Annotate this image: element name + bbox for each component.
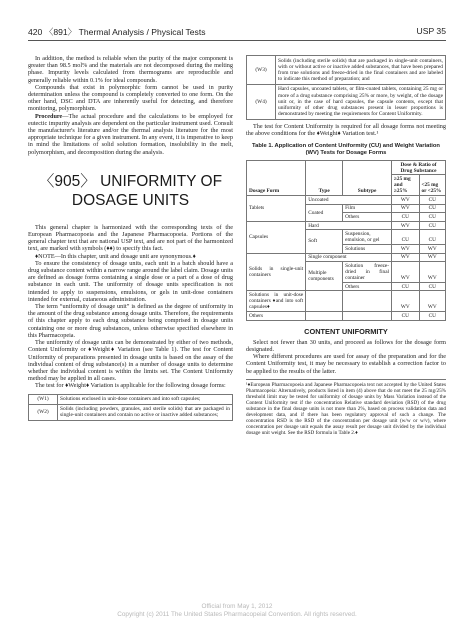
cell-ge25: WV (392, 221, 419, 230)
cell-type: Multiple components (306, 262, 343, 291)
cell-ge25: CU (392, 311, 419, 320)
header-rule (28, 40, 446, 41)
list-item (29, 394, 233, 404)
cell-subtype: Others (343, 282, 392, 291)
cell-form: Others (247, 311, 306, 320)
left-column (28, 55, 233, 421)
list-item (29, 404, 233, 420)
list-item (247, 56, 446, 85)
weight-variation-list-continued (246, 55, 446, 120)
paragraph: The test for ♦Weight♦ Variation is applicable for the following dosage forms: (35, 382, 226, 390)
cell-type: Hard (306, 221, 392, 230)
list-item (247, 84, 446, 119)
procedure-lead: Procedure (35, 112, 63, 120)
cell-form: Solids in single-unit containers (247, 253, 306, 291)
content-uniformity-heading: CONTENT UNIFORMITY (304, 326, 388, 336)
footer-copyright: Copyright (c) 2011 The United States Pharmacopeial Convention. All rights reserved. (117, 611, 357, 618)
cell-subtype: Film (343, 204, 392, 213)
cell-subtype: Others (343, 213, 392, 222)
footnote: ¹♦European Pharmacopoeia and Japanese Pharmacopoeia text not accepted by the United States Pharmacopeia: Alternatively, products listed in item (4) above that do not meet the 25 mg/25% threshold limit may be tested for uniformity of dosage units by Mass Variation instead of the Content Uniformity test if the concentration Relative standard deviation (RSD) of the drug substance in the final dosage units is not more than 2%, based on process validation data and development data, and if there has been regulatory approval of such a change. The concentration RSD is the RSD of the concentration per dosage unit (w/w or w/v), where concentration per dosage unit equals the assay result per dosage unit divided by the individual dosage unit weight. See the RSD formula in Table 2.♦ (246, 379, 446, 436)
paragraph: Compounds that exist in polymorphic form cannot be used in purity determination unless the compound is completely converted to one form. On the other hand, DSC and DTA are inherently useful for detecting, and therefore monitoring, polymorphism. (28, 83, 233, 113)
cell-ge25: CU (392, 282, 419, 291)
header-right: USP 35 (416, 26, 446, 36)
cell-form: Solutions in unit-dose containers ♦and into soft capsules♦ (247, 291, 306, 312)
item-text: Hard capsules, uncoated tablets, or film-coated tablets, containing 25 mg or more of a drug substance comprising 25% or more, by weight, of the dosage unit or, in the case of hard capsules, the capsule contents, except that uniformity of other drug substances present in lesser proportions is demonstrated by meeting the requirements for Content Uniformity. (276, 84, 446, 119)
cell-lt25: WV (419, 253, 446, 262)
page-header (28, 26, 446, 40)
cell-lt25: CU (419, 196, 446, 205)
cell-type: Soft (306, 230, 343, 253)
cell-ge25: WV (392, 262, 419, 283)
col-type: Type (306, 160, 343, 195)
cell-ge25: CU (392, 230, 419, 245)
table-row (247, 311, 446, 320)
paragraph: In addition, the method is reliable when the purity of the major component is greater than 98.5 mol% and the materials are not decomposed during the melting phase. Impurity levels calculated from thermograms are reproducible and generally reliable within 0.1% for ideal compounds. (28, 55, 233, 84)
cell-lt25: CU (419, 282, 446, 291)
cell-subtype: Suspension, emulsion, or gel (343, 230, 392, 245)
table-header-row (247, 160, 446, 175)
application-table (246, 160, 446, 321)
cell-lt25: CU (419, 221, 446, 230)
item-code: (W3) (247, 56, 276, 85)
paragraph: The test for Content Uniformity is required for all dosage forms not meeting the above conditions for the ♦Weight♦ Variation test.¹ (246, 122, 446, 138)
right-column (246, 55, 446, 436)
item-code: (W1) (29, 394, 58, 404)
table-row (247, 221, 446, 230)
table-caption: Table 1. Application of Content Uniformity (CU) and Weight Variation (WV) Tests for Dosage Forms (252, 143, 440, 157)
cell-ge25: WV (392, 244, 419, 253)
cell-subtype (343, 311, 392, 320)
table-row (247, 253, 446, 262)
item-code: (W4) (247, 84, 276, 119)
cell-type: Uncoated (306, 196, 392, 205)
cell-ge25: CU (392, 213, 419, 222)
col-dose-ratio: Dose & Ratio of Drug Substance (392, 160, 446, 175)
table-row (247, 291, 446, 312)
cell-type (306, 291, 343, 312)
paragraph: Where different procedures are used for assay of the preparation and for the Content Uniformity test, it may be necessary to establish a correction factor to be applied to the results of the latter. (246, 353, 446, 375)
cell-type: Single component (306, 253, 392, 262)
table-row (247, 196, 446, 205)
col-dosage-form: Dosage Form (247, 160, 306, 195)
paragraph: The uniformity of dosage units can be demonstrated by either of two methods, Content Uniformity or ♦Weight♦ Variation (see Table 1). The test for Content Uniformity of preparations presented in dosage units is based on the assay of the individual content of drug substance(s) in a number of dosage units to determine whether the individual content is within the limits set. The Content Uniformity method may be applied in all cases. (28, 339, 233, 383)
item-code: (W2) (29, 404, 58, 420)
item-text: Solutions enclosed in unit-dose containers and into soft capsules; (58, 394, 233, 404)
page-footer (0, 603, 474, 619)
cell-type (306, 311, 343, 320)
cell-subtype: Solution freeze-dried in final container (343, 262, 392, 283)
cell-ge25: WV (392, 253, 419, 262)
procedure-text: —The actual procedure and the calculations to be employed for eutectic impurity analysis are dependent on the particular instrument used. Consult the manufacturer's literature and/or the thermal analysis literature for the most appropriate technique for a given instrument. In any event, it is imperative to keep in mind the limitations of solid solution formation, insolubility in the melt, polymorphism, and decomposition during the analysis. (28, 112, 233, 156)
cell-lt25: CU (419, 213, 446, 222)
item-text: Solids (including sterile solids) that are packaged in single-unit containers, with or without active or inactive added substances, that have been prepared from true solutions and freeze-dried in the final containers and are labeled to indicate this method of preparation; and (276, 56, 446, 85)
footer-official: Official from May 1, 2012 (201, 603, 273, 610)
cell-subtype: Solutions (343, 244, 392, 253)
col-lt25: <25 mg or <25% (419, 175, 446, 196)
cell-form: Capsules (247, 221, 306, 253)
cell-lt25: WV (419, 291, 446, 312)
cell-lt25: CU (419, 230, 446, 245)
paragraph: The term “uniformity of dosage unit” is defined as the degree of uniformity in the amount of the drug substance among dosage units. Therefore, the requirements of this chapter apply to each drug substance being comprised in dosage units containing one or more drug substances, unless otherwise specified elsewhere in this Pharmacopeia. (28, 303, 233, 339)
paragraph: To ensure the consistency of dosage units, each unit in a batch should have a drug substance content within a narrow range around the label claim. Dosage units are defined as dosage forms containing a single dose or a part of a dose of drug substance in each unit. The uniformity of dosage units specification is not intended to apply to suspensions, emulsions, or gels in unit-dose containers intended for external, cutaneous administration. (28, 259, 233, 303)
cell-type: Coated (306, 204, 343, 221)
col-subtype: Subtype (343, 160, 392, 195)
cell-lt25: WV (419, 244, 446, 253)
cell-lt25: WV (419, 262, 446, 283)
cell-ge25: WV (392, 196, 419, 205)
cell-ge25: WV (392, 204, 419, 213)
weight-variation-list (28, 394, 233, 422)
col-ge25: ≥25 mg and ≥25% (392, 175, 419, 196)
cell-ge25: WV (392, 291, 419, 312)
section-title: 〈905〉 UNIFORMITY OF DOSAGE UNITS (38, 172, 223, 209)
cell-form: Tablets (247, 196, 306, 222)
procedure-paragraph (28, 113, 233, 156)
paragraph: Select not fewer than 30 units, and proceed as follows for the dosage form designated. (246, 338, 446, 353)
item-text: Solids (including powders, granules, and sterile solids) that are packaged in single-unit containers and contain no active or inactive added substances; (58, 404, 233, 420)
cell-lt25: CU (419, 204, 446, 213)
note-paragraph: ♦NOTE—In this chapter, unit and dosage unit are synonymous.♦ (35, 252, 196, 260)
cell-subtype (343, 291, 392, 312)
header-left: 420 〈891〉 Thermal Analysis / Physical Tests (28, 27, 206, 37)
paragraph: This general chapter is harmonized with the corresponding texts of the European Pharmacopoeia and the Japanese Pharmacopoeia. Portions of the general chapter text that are national USP text, and are not part of the harmonized text, are marked with symbols (♦♦) to specify this fact. (28, 223, 233, 253)
cell-lt25: CU (419, 311, 446, 320)
